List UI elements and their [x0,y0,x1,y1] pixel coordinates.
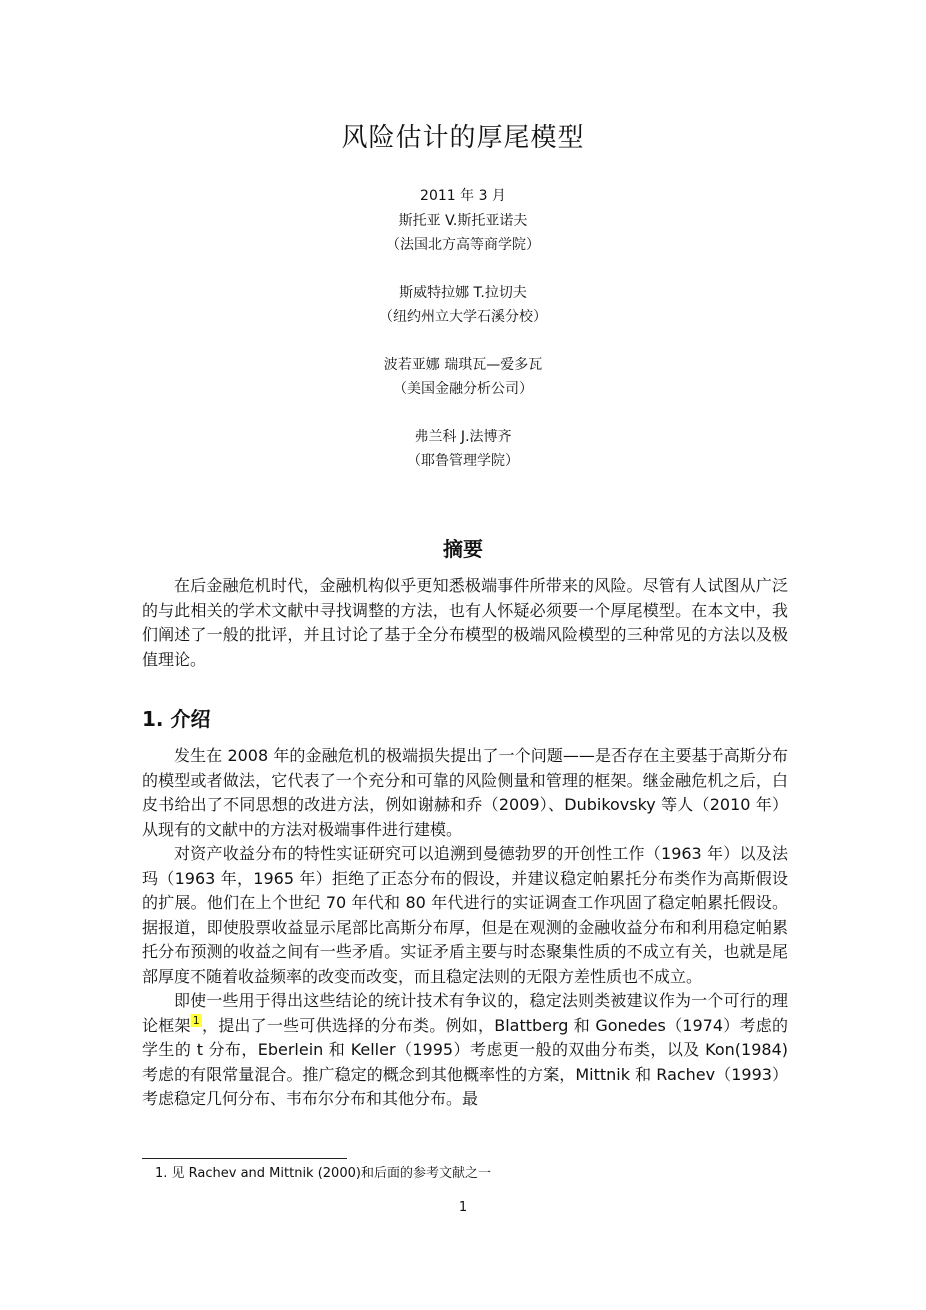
author-name: 斯威特拉娜 T.拉切夫 [399,284,527,301]
section-body [142,744,788,1112]
body-paragraph: 对资产收益分布的特性实证研究可以追溯到曼德勃罗的开创性工作（1963 年）以及法玛（1963 年，1965 年）拒绝了正态分布的假设，并建议稳定帕累托分布类作为高斯假设的扩展。他们在上个世纪 70 年代和 80 年代进行的实证调查工作巩固了稳定帕累托假设。据报道，即使股票收益显示尾部比高斯分布厚，但是在观测的金融收益分布和利用稳定帕累托分布预测的收益之间有一些矛盾。实证矛盾主要与时态聚集性质的不成立有关，也就是尾部厚度不随着收益频率的改变而改变，而且稳定法则的无限方差性质也不成立。 [142,844,788,986]
body-paragraph: 发生在 2008 年的金融危机的极端损失提出了一个问题——是否存在主要基于高斯分布的模型或者做法，它代表了一个充分和可靠的风险侧量和管理的框架。继金融危机之后，白皮书给出了不同思想的改进方法，例如谢赫和乔（2009）、Dubikovsky 等人（2010 年）从现有的文献中的方法对极端事件进行建模。 [142,746,788,839]
section-heading: 1. 介绍 [142,707,211,731]
body-paragraph [142,989,788,1112]
abstract-heading: 摘要 [443,537,483,561]
footnote-reference-link[interactable]: 1 [192,1014,200,1028]
author-name: 弗兰科 J.法博齐 [414,428,512,445]
page-number: 1 [458,1200,468,1215]
author-affiliation: （耶鲁管理学院） [407,453,519,469]
paragraph-text: 即使一些用于得出这些结论的统计技术有争议的，稳定法则类被建议作为一个可行的理论框架 [142,991,788,1035]
abstract-paragraph: 在后金融危机时代，金融机构似乎更知悉极端事件所带来的风险。尽管有人试图从广泛的与此相关的学术文献中寻找调整的方法，也有人怀疑必须要一个厚尾模型。在本文中，我们阐述了一般的批评，并且讨论了基于全分布模型的极端风险模型的三种常见的方法以及极值理论。 [142,576,788,669]
author-name: 斯托亚 V.斯托亚诺夫 [398,212,528,229]
author-name: 波若亚娜 瑞琪瓦—爱多瓦 [383,356,543,373]
author-block [0,184,926,474]
abstract-body [142,574,788,672]
publication-date: 2011 年 3 月 [420,188,506,204]
footnote-divider [142,1158,347,1159]
footnote: 1. 见 Rachev and Mittnik (2000)和后面的参考文献之一 [155,1166,491,1181]
author-affiliation: （法国北方高等商学院） [386,237,540,253]
paper-title: 风险估计的厚尾模型 [341,123,585,153]
author-affiliation: （美国金融分析公司） [393,381,533,397]
author-affiliation: （纽约州立大学石溪分校） [379,309,547,325]
paragraph-text: ，提出了一些可供选择的分布类。例如，Blattberg 和 Gonedes（1974）考虑的学生的 t 分布，Eberlein 和 Keller（1995）考虑更一般的双曲分布类，以及 Kon(1984)考虑的有限常量混合。推广稳定的概念到其他概率性的方案，Mittnik 和 Rachev（1993）考虑稳定几何分布、韦布尔分布和其他分布。最 [142,1015,788,1108]
